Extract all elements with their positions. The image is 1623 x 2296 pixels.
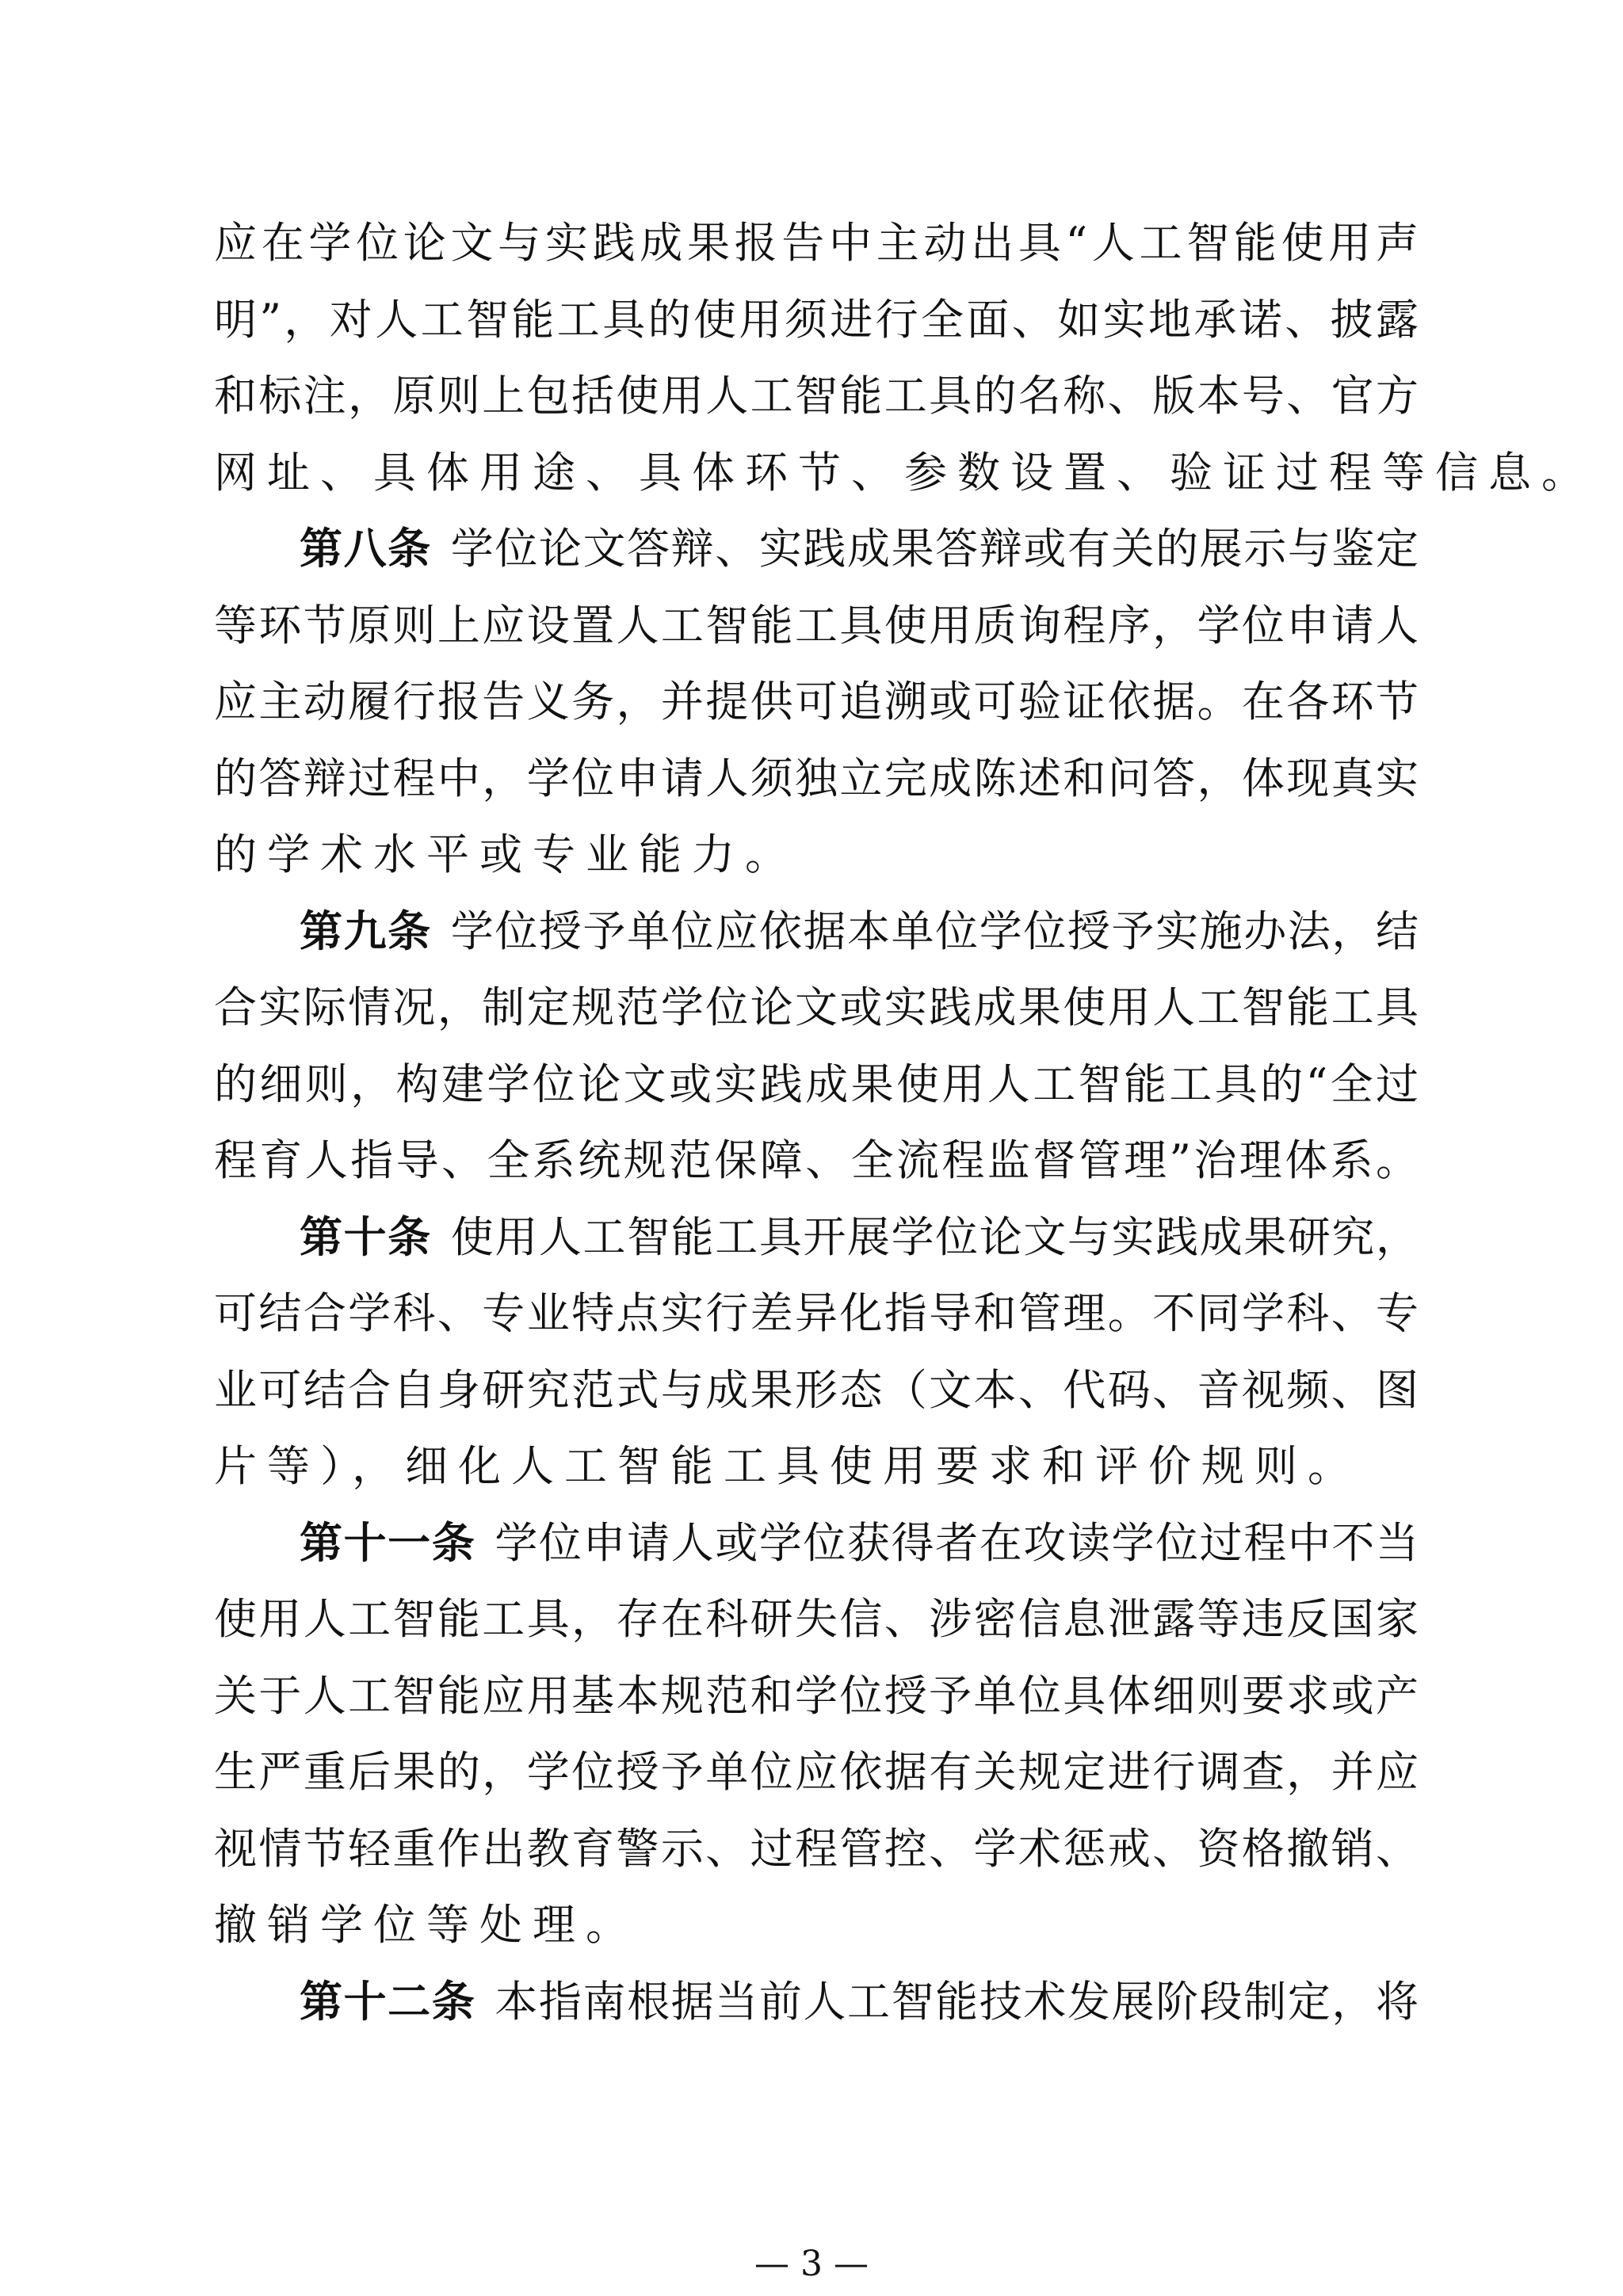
text-line: 程育人指导、全系统规范保障、全流程监督管理”治理体系。 [214,1135,1419,1185]
text-line: 片等），细化人工智能工具使用要求和评价规则。 [214,1441,1361,1491]
text-line: 的学术水平或专业能力。 [214,830,798,879]
text-line: 的答辩过程中，学位申请人须独立完成陈述和问答，体现真实 [214,753,1419,803]
page-number: — 3 — [754,2244,869,2284]
text-line: 应主动履行报告义务，并提供可追溯或可验证依据。在各环节 [214,677,1419,727]
text-line: 使用人工智能工具，存在科研失信、涉密信息泄露等违反国家 [214,1594,1419,1644]
text-line: 可结合学科、专业特点实行差异化指导和管理。不同学科、专 [214,1288,1419,1338]
text-line: 明”，对人工智能工具的使用须进行全面、如实地承诺、披露 [214,295,1419,345]
article-label: 第十一条 [300,1518,476,1568]
text-line: 应在学位论文与实践成果报告中主动出具“人工智能使用声 [214,218,1419,268]
text-line: 学位论文答辩、实践成果答辩或有关的展示与鉴定 [450,524,1419,574]
article-first-line [300,1966,1419,2038]
text-line: 本指南根据当前人工智能技术发展阶段制定，将 [495,1977,1419,2027]
text-line: 业可结合自身研究范式与成果形态（文本、代码、音视频、图 [214,1365,1419,1415]
article-label: 第八条 [300,524,432,574]
text-line: 等环节原则上应设置人工智能工具使用质询程序，学位申请人 [214,601,1419,650]
text-line: 的细则，构建学位论文或实践成果使用人工智能工具的“全过 [214,1059,1419,1109]
text-line: 学位申请人或学位获得者在攻读学位过程中不当 [495,1518,1419,1568]
text-line: 视情节轻重作出教育警示、过程管控、学术惩戒、资格撤销、 [214,1824,1419,1874]
text-line: 使用人工智能工具开展学位论文与实践成果研究， [450,1212,1419,1262]
text-line: 撤销学位等处理。 [214,1900,639,1950]
text-line: 合实际情况，制定规范学位论文或实践成果使用人工智能工具 [214,982,1419,1032]
article-label: 第十二条 [300,1977,476,2027]
article-first-line [300,1508,1419,1579]
text-line: 和标注，原则上包括使用人工智能工具的名称、版本号、官方 [214,371,1419,421]
text-line: 关于人工智能应用基本规范和学位授予单位具体细则要求或产 [214,1671,1419,1721]
article-first-line [300,896,1419,967]
text-line: 网址、具体用途、具体环节、参数设置、验证过程等信息。 [214,448,1594,498]
article-first-line [300,513,1419,585]
article-label: 第九条 [300,906,432,956]
text-line: 学位授予单位应依据本单位学位授予实施办法，结 [450,906,1419,956]
article-first-line [300,1202,1419,1273]
article-label: 第十条 [300,1212,432,1262]
text-line: 生严重后果的，学位授予单位应依据有关规定进行调查，并应 [214,1747,1419,1797]
